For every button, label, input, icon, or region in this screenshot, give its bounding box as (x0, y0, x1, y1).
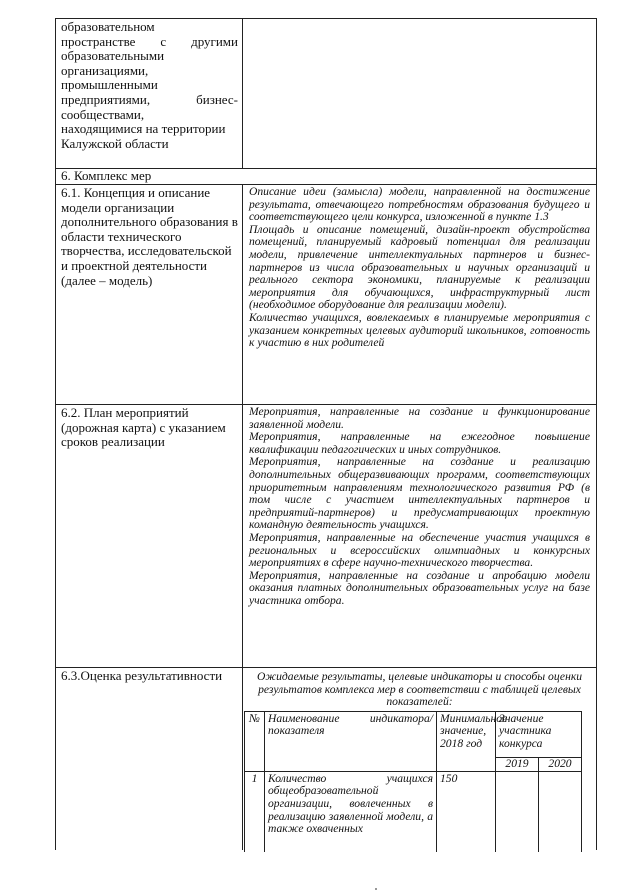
header-target-label: Значение участника конкурса (499, 711, 552, 750)
row-min-value: 150 (437, 772, 496, 852)
paragraph: Количество учащихся, вовлекаемых в планируемые мероприятия с указанием конкретных целевых аудиторий школьников, готовность к участию в них родителей (249, 310, 590, 350)
row-content (243, 185, 596, 404)
paragraph: Мероприятия, направленные на создание и реализацию дополнительных общеразвивающих программ, соответствующих приоритетным направлениям технологического развития РФ (в том числе с участием интеллектуальных партнеров и предприятий-партнеров) и предусматривающих проектную командную деятельность учащихся. (249, 455, 590, 532)
table-row (55, 185, 597, 405)
row-label: 6.1. Концепция и описание модели организации дополнительного образования в области технического творчества, исследовательской и проектной деятельности (далее – модель) (56, 185, 243, 404)
cell-line: Калужской области (61, 135, 169, 151)
cell-line: пространстве с другими (61, 33, 238, 49)
cell-right-empty (243, 19, 596, 168)
paragraph: Мероприятия, направленные на ежегодное повышение квалификации педагогических и иных сотрудников. (249, 430, 590, 456)
header-years (496, 757, 581, 771)
table-row (245, 772, 582, 852)
table-row (55, 19, 597, 169)
row-value-2019 (496, 772, 539, 852)
indicators-intro: Ожидаемые результаты, целевые индикаторы и способы оценки результатов комплекса мер в соответствии с таблицей целевых показателей: (256, 670, 583, 709)
row-content (243, 405, 596, 667)
application-table (55, 18, 597, 850)
row-label: 6.2. План мероприятий (дорожная карта) с указанием сроков реализации (56, 405, 243, 667)
row-content (243, 668, 596, 850)
row-value-2020 (539, 772, 581, 852)
row-target-values (496, 772, 582, 852)
paragraph: Мероприятия, направленные на создание и апробацию модели оказания платных дополнительных образовательных услуг на базе участника отбора. (249, 568, 590, 607)
paragraph: Мероприятия, направленные на обеспечение участия учащихся в региональных и всероссийских олимпиадных и конкурсных мероприятиях в сфере научно-технического творчества. (249, 530, 590, 570)
table-row (55, 405, 597, 668)
cell-line: предприятиями, бизнес- (61, 91, 238, 107)
cell-line: промышленными (61, 77, 158, 93)
section-title: 6. Комплекс мер (61, 168, 152, 183)
paragraph: Описание идеи (замысла) модели, направленной на достижение результата, отвечающего потребностям образования будущего и соответствующего цели конкурса, изложенной в пункте 1.3 (249, 185, 590, 224)
header-target (496, 712, 582, 772)
scan-speck (375, 888, 377, 890)
row-name: Количество учащихся общеобразовательной организации, вовлеченных в реализацию заявленной модели, а также охваченных (265, 772, 437, 852)
cell-line: образовательными (61, 48, 165, 64)
cell-line: организациями, (61, 62, 149, 78)
table-row (55, 668, 597, 850)
cell-line: находящимися на территории (61, 121, 226, 137)
header-year-2019: 2019 (496, 758, 539, 771)
header-year-2020: 2020 (548, 757, 572, 771)
section-title-row (55, 169, 597, 185)
header-name: Наименование индикатора/показателя (265, 712, 437, 772)
row-num: 1 (245, 772, 265, 852)
cell-line: сообществами, (61, 106, 145, 122)
indicators-header-row (245, 712, 582, 772)
cell-line: образовательном (61, 19, 155, 34)
paragraph: Мероприятия, направленные на создание и функционирование заявленной модели. (249, 405, 590, 431)
indicators-table (244, 711, 582, 852)
row-label: 6.3.Оценка результативности (56, 668, 243, 850)
cell-left (56, 19, 243, 168)
header-min: Минимальное значение, 2018 год (437, 712, 496, 772)
paragraph: Площадь и описание помещений, дизайн-проект обустройства помещений, планируемый кадровый потенциал для реализации модели, привлечение интеллектуальных партнеров и бизнес-партнеров из числа образовательных и научных организаций и реального сектора экономики, планируемые к реализации мероприятия для обучающихся, инфраструктурный лист (необходимое оборудование для реализации модели). (249, 222, 590, 312)
header-num: № (245, 712, 265, 772)
